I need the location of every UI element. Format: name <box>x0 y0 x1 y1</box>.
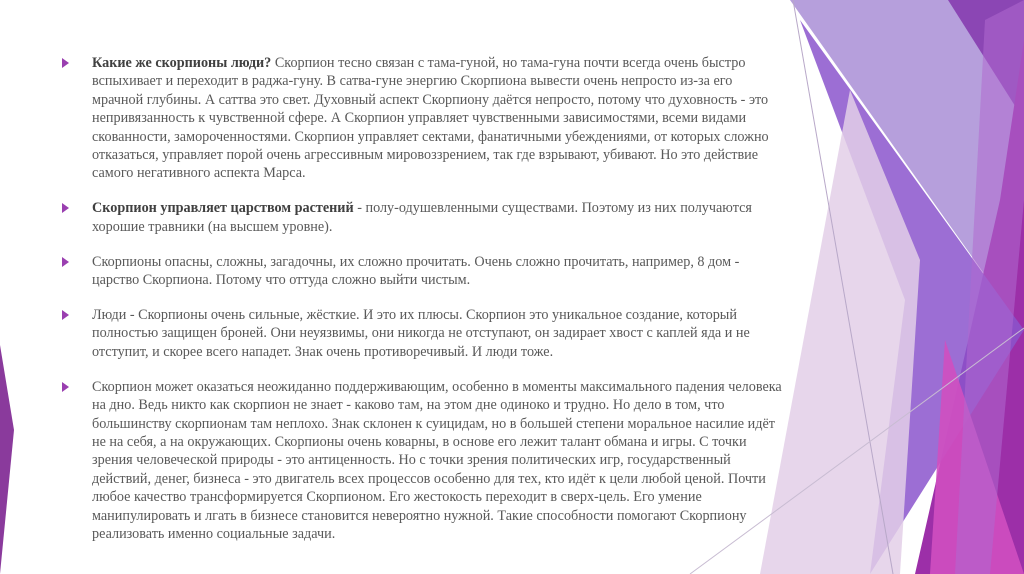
bullet-arrow-icon <box>62 58 69 68</box>
item-text: - полу-одушевленными существами. Поэтому из них получаются хорошие травники (на высшем уровне). <box>92 200 752 235</box>
list-item <box>62 253 782 290</box>
bullet-arrow-icon <box>62 382 69 392</box>
slide-content <box>62 54 782 560</box>
item-lead: Какие же скорпионы люди? <box>92 55 272 71</box>
bullet-arrow-icon <box>62 310 69 320</box>
list-item <box>62 199 782 236</box>
list-item <box>62 306 782 361</box>
left-edge-strip <box>0 345 14 574</box>
item-text: Скорпионы опасны, сложны, загадочны, их сложно прочитать. Очень сложно прочитать, например, 8 дом - царство Скорпиона. Потому что оттуда сложно выйти чистым. <box>92 253 740 289</box>
bullet-arrow-icon <box>62 203 69 213</box>
item-lead: Скорпион управляет царством растений <box>92 200 354 217</box>
item-text: Скорпион тесно связан с тама-гуной, но тама-гуна почти всегда очень быстро вспыхивает и переходит в раджа-гуну. В сатва-гуне энергию Скорпиона вывести очень непросто из-за его мрачной глубины. А саттва это свет. Духовный аспект Скорпиону даётся непросто, потому что духовность - это непривязанность к чувственной сфере. А Скорпион управляет чувственными зависимостями, всеми видами скованности, замороченностями. Скорпион управляет сектами, фанатичными убеждениями, от которых сложно отказаться, управляет порой очень агрессивным мировоззрением, так где взрывают, убивают. Но это действие самого негативного аспекта Марса. <box>92 55 769 182</box>
list-item <box>62 378 782 544</box>
list-item <box>62 54 782 183</box>
item-text: Люди - Скорпионы очень сильные, жёсткие. И это их плюсы. Скорпион это уникальное создание, который полностью защищен броней. Они неуязвимы, они никогда не отступают, он задирает хвост с каплей яда и не отступит, и скорее всего нападет. Знак очень противоречивый. И люди тоже. <box>92 306 750 360</box>
bullet-arrow-icon <box>62 257 69 267</box>
item-text: Скорпион может оказаться неожиданно поддерживающим, особенно в моменты максимального падения человека на дно. Ведь никто как скорпион не знает - каково там, на этом дне одиноко и трудно. Но дело в том, что большинству скорпионам там неплохо. Знак склонен к суицидам, но в большей степени моральное насилие идёт не на себя, а на окружающих. Скорпионы очень коварны, в основе его лежит талант обмана и игры. С точки зрения человеческой природы - это антиценность. Но с точки зрения политических игр, государственный действий, денег, бизнеса - это двигатель всех процессов особенно для тех, кто идёт к цели любой ценой. Почти любое качество трансформируется Скорпионом. Его жестокость переходит в сверх-цель. Его умение манипулировать и лгать в бизнесе становится невероятно нужной. Такие способности помогают Скорпиону реализовать именно социальные задачи. <box>92 378 782 542</box>
